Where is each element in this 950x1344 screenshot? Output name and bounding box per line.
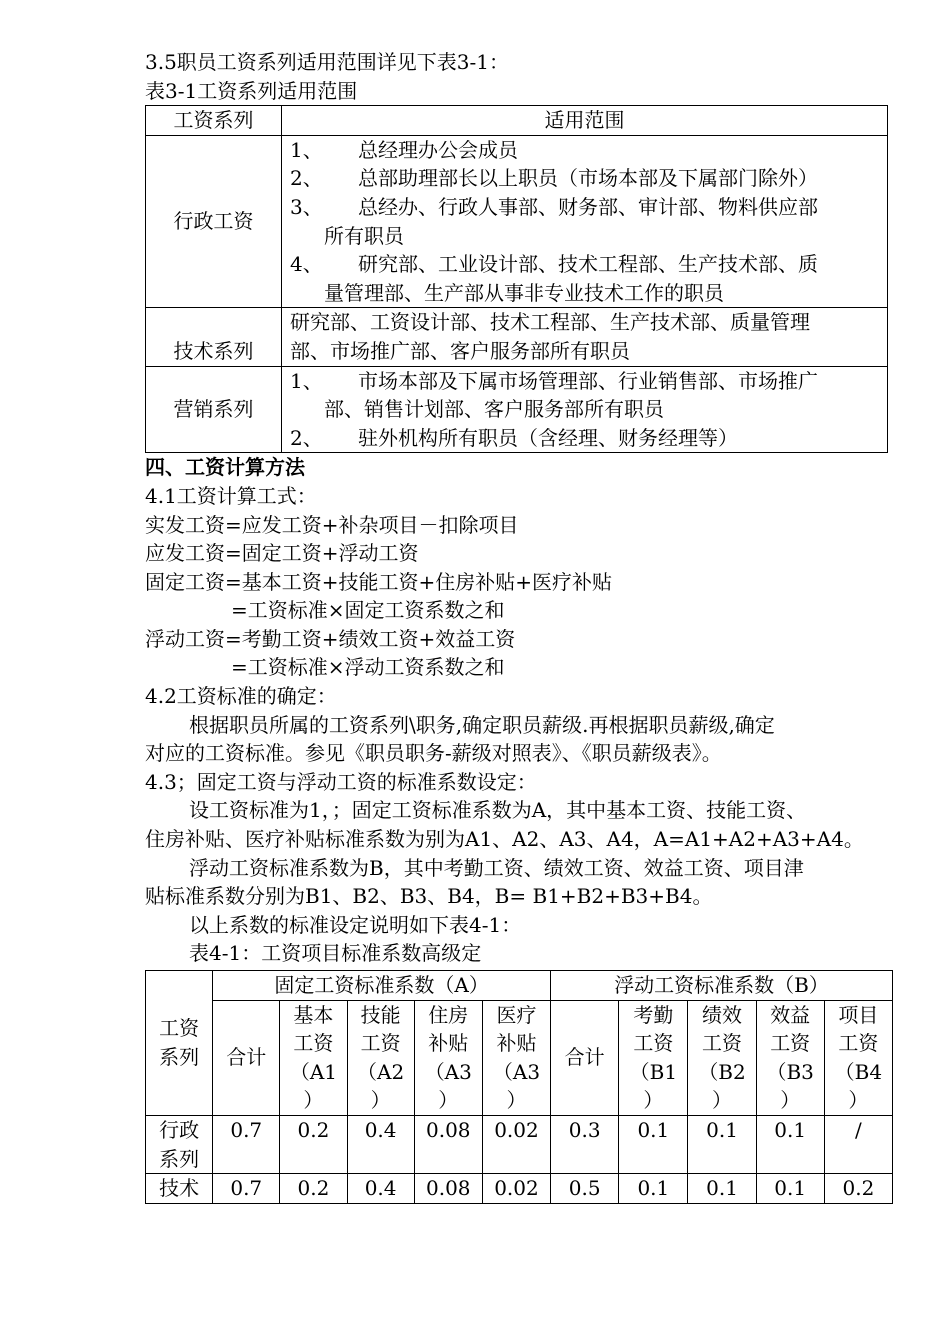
table-4-1-caption: 表4-1：工资项目标准系数高级定 <box>189 941 482 966</box>
cell: 0.4 <box>347 1115 414 1173</box>
paragraph: 对应的工资标准。参见《职员职务-薪级对照表》、《职员薪级表》。 <box>145 741 722 766</box>
cell: 0.3 <box>551 1115 619 1173</box>
scope-sales <box>282 366 888 453</box>
header-a4: 医疗 补贴 （A3 ） <box>482 1000 550 1115</box>
cell: 0.08 <box>414 1115 482 1173</box>
cell: 0.1 <box>756 1174 824 1204</box>
cell: 0.02 <box>482 1174 550 1204</box>
list-item: 2、 驻外机构所有职员（含经理、财务经理等） <box>290 425 738 450</box>
list-item-continuation: 量管理部、生产部从事非专业技术工作的职员 <box>324 280 724 305</box>
series-sales: 营销系列 <box>146 366 282 453</box>
document-page <box>145 48 895 1204</box>
list-item: 1、 总经理办公会成员 <box>290 137 518 162</box>
header-b-total: 合计 <box>551 1000 619 1115</box>
cell: 0.2 <box>824 1174 892 1204</box>
list-item: 3、 总经办、行政人事部、财务部、审计部、物料供应部 <box>290 194 818 219</box>
formula-1: 实发工资=应发工资+补杂项目－扣除项目 <box>145 512 519 537</box>
paragraph: 设工资标准为1，；固定工资标准系数为A，其中基本工资、技能工资、 <box>189 798 807 823</box>
header-b1: 考勤 工资 （B1 ） <box>619 1000 688 1115</box>
section-4-3: 4.3；固定工资与浮动工资的标准系数设定： <box>145 769 537 794</box>
cell: 0.4 <box>347 1174 414 1204</box>
section-4-title: 四、工资计算方法 <box>145 455 305 480</box>
header-a3: 住房 补贴 （A3 ） <box>414 1000 482 1115</box>
table-3-1 <box>145 105 888 453</box>
cell: 0.5 <box>551 1174 619 1204</box>
header-b2: 绩效 工资 （B2 ） <box>688 1000 756 1115</box>
table-row <box>146 1174 893 1204</box>
paragraph: 以上系数的标准设定说明如下表4-1： <box>189 912 522 937</box>
scope-admin <box>282 135 888 308</box>
header-group-a: 固定工资标准系数（A） <box>213 971 551 1001</box>
table-3-1-caption: 表3-1工资系列适用范围 <box>145 78 358 103</box>
header-a-total: 合计 <box>213 1000 280 1115</box>
intro-line: 3.5职员工资系列适用范围详见下表3-1： <box>145 50 510 74</box>
formula-4b: =工资标准×浮动工资系数之和 <box>231 655 505 680</box>
formula-2: 应发工资=固定工资+浮动工资 <box>145 541 419 566</box>
paragraph: 浮动工资标准系数为B，其中考勤工资、绩效工资、效益工资、项目津 <box>189 855 804 880</box>
cell: 0.7 <box>213 1115 280 1173</box>
list-item-continuation: 所有职员 <box>324 223 404 248</box>
cell: 0.08 <box>414 1174 482 1204</box>
cell: 0.02 <box>482 1115 550 1173</box>
header-a2: 技能 工资 （A2 ） <box>347 1000 414 1115</box>
header-scope: 适用范围 <box>282 106 888 136</box>
table-4-1 <box>145 970 893 1204</box>
series-admin: 行政工资 <box>146 135 282 308</box>
section-4-1: 4.1工资计算工式： <box>145 483 317 508</box>
header-series: 工资系列 <box>146 106 282 136</box>
cell: / <box>824 1115 892 1173</box>
list-item: 2、 总部助理部长以上职员（市场本部及下属部门除外） <box>290 166 818 191</box>
scope-tech: 研究部、工资设计部、技术工程部、生产技术部、质量管理 部、市场推广部、客户服务部所有职员 <box>282 308 888 366</box>
paragraph: 住房补贴、医疗补贴标准系数为别为A1、A2、A3、A4，A=A1+A2+A3+A4。 <box>145 827 864 852</box>
paragraph: 贴标准系数分别为B1、B2、B3、B4，B= B1+B2+B3+B4。 <box>145 884 713 909</box>
cell: 0.1 <box>688 1174 756 1204</box>
series-tech: 技术系列 <box>146 308 282 366</box>
table-row <box>146 1115 893 1173</box>
cell: 0.1 <box>619 1174 688 1204</box>
cell: 0.2 <box>280 1115 347 1173</box>
header-a1: 基本 工资 （A1 ） <box>280 1000 347 1115</box>
list-item: 4、 研究部、工业设计部、技术工程部、生产技术部、质 <box>290 252 818 277</box>
header-b3: 效益 工资 （B3 ） <box>756 1000 824 1115</box>
list-item: 1、 市场本部及下属市场管理部、行业销售部、市场推广 <box>290 368 818 393</box>
header-b4: 项目 工资 （B4 ） <box>824 1000 892 1115</box>
header-group-b: 浮动工资标准系数（B） <box>551 971 893 1001</box>
cell: 0.2 <box>280 1174 347 1204</box>
cell: 0.1 <box>688 1115 756 1173</box>
header-series: 工资 系列 <box>146 971 213 1116</box>
list-item-continuation: 部、销售计划部、客户服务部所有职员 <box>324 397 664 422</box>
formula-3b: =工资标准×固定工资系数之和 <box>231 598 505 623</box>
cell: 0.1 <box>619 1115 688 1173</box>
row-name: 行政 系列 <box>146 1115 213 1173</box>
formula-4: 浮动工资=考勤工资+绩效工资+效益工资 <box>145 626 516 651</box>
paragraph: 根据职员所属的工资系列\职务,确定职员薪级.再根据职员薪级,确定 <box>189 712 775 737</box>
cell: 0.7 <box>213 1174 280 1204</box>
formula-3: 固定工资=基本工资+技能工资+住房补贴+医疗补贴 <box>145 569 613 594</box>
cell: 0.1 <box>756 1115 824 1173</box>
section-4-2: 4.2工资标准的确定： <box>145 684 337 709</box>
row-name: 技术 <box>146 1174 213 1204</box>
